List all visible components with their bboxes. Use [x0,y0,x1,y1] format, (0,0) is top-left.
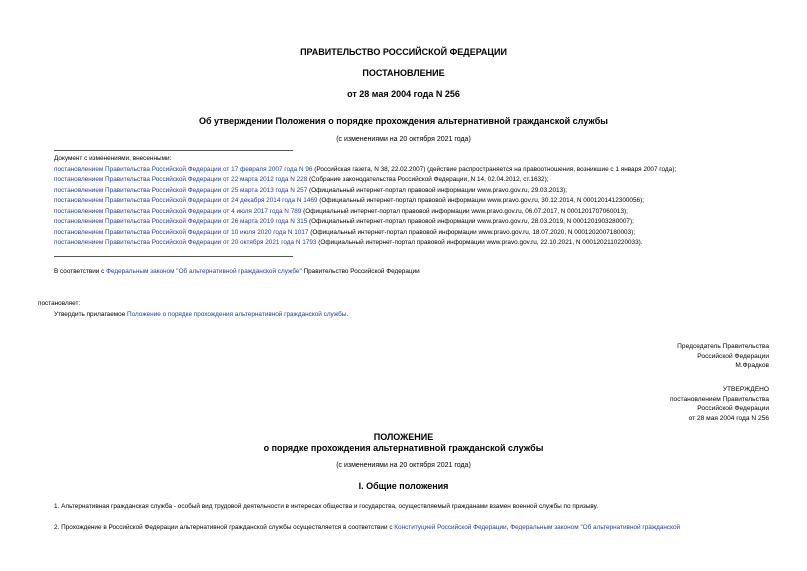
preamble-text-end: Правительство Российской Федерации [301,268,420,275]
approved-org: Российской Федерации [697,405,769,413]
document-type: ПОСТАНОВЛЕНИЕ [362,68,445,78]
amendments-intro: Документ с изменениями, внесенными: [54,155,172,162]
preamble-text: В соответствии с [54,268,107,275]
divider-bottom [54,256,293,257]
approved-block [670,385,769,423]
approved-by: постановлением Правительства [669,395,769,403]
amendment-link[interactable]: постановлением Правительства Российской Федерации от 22 марта 2012 года N 228 [54,176,308,183]
amendment-link[interactable]: постановлением Правительства Российской Федерации от 17 февраля 2007 года N 96 [54,165,313,173]
amendment-link[interactable]: постановлением Правительства Российской Федерации от 26 марта 2019 года N 315 [54,218,308,225]
amendment-item [54,176,549,183]
approved-label: УТВЕРЖДЕНО [722,386,769,393]
regulation-title: ПОЛОЖЕНИЕ [373,432,434,442]
regulation-subtitle: о порядке прохождения альтернативной гражданской службы [263,443,544,453]
government-heading: ПРАВИТЕЛЬСТВО РОССИЙСКОЙ ФЕДЕРАЦИИ [300,47,507,57]
document-title: Об утверждении Положения о порядке прохождения альтернативной гражданской службы [199,116,608,126]
approved-date: от 28 мая 2004 года N 256 [688,414,769,422]
preamble [54,268,420,275]
amendment-source: (Официальный интернет-портал правовой информации www.pravo.gov.ru, 22.10.2021, N 0001202110220033). [316,239,643,246]
paragraph-2 [54,524,770,531]
amendment-source: (Официальный интернет-портал правовой информации www.pravo.gov.ru, 28.03.2019, N 0001201903280007); [307,218,634,225]
amendment-item [54,218,634,225]
amendment-link[interactable]: постановлением Правительства Российской Федерации от 10 июля 2020 года N 1017 [54,228,309,236]
amendment-source: (Собрание законодательства Российской Федерации, N 14, 02.04.2012, ст.1632); [307,176,549,183]
federal-law-link-2[interactable]: Федеральным законом "Об альтернативной гражданской [510,524,681,531]
paragraph-2-separator: , [506,524,511,531]
amendment-item [54,187,567,194]
amendment-item [54,229,635,236]
amendment-item [54,197,644,204]
amendment-item [54,239,643,246]
approve-text-end: . [346,311,349,318]
amendment-source: (Официальный интернет-портал правовой информации www.pravo.gov.ru, 29.03.2013); [307,186,568,194]
approve-paragraph [54,311,348,318]
revision-note: (с изменениями на 20 октября 2021 года) [336,136,471,143]
divider-top [54,150,293,151]
approve-text: Утвердить прилагаемое [54,311,128,318]
section-heading: I. Общие положения [358,481,449,491]
amendment-source: (Официальный интернет-портал правовой информации www.pravo.gov.ru, 06.07.2017, N 0001201707060013); [301,207,628,215]
signature-name: М.Фрадков [735,362,769,370]
amendment-item [54,208,628,215]
amendment-link[interactable]: постановлением Правительства Российской Федерации от 24 декабря 2014 года N 1469 [54,197,318,204]
amendment-link[interactable]: постановлением Правительства Российской Федерации от 25 марта 2013 года N 257 [54,186,308,194]
amendment-source: (Официальный интернет-портал правовой информации www.pravo.gov.ru, 30.12.2014, N 0001201412300056); [317,197,645,204]
federal-law-link[interactable]: Федеральным законом "Об альтернативной гражданской службе" [106,268,302,275]
signature-block [677,342,769,371]
regulation-link[interactable]: Положение о порядке прохождения альтернативной гражданской службы [127,311,347,318]
paragraph-1: 1. Альтернативная гражданская служба - особый вид трудовой деятельности в интересах общества и государства, осуществляемый гражданами взамен военной службы по призыву. [54,503,599,510]
amendment-source: (Российская газета, N 38, 22.02.2007) (действие распространяется на правоотношения, возникшие с 1 января 2007 года); [312,165,677,173]
signature-org: Российской Федерации [697,352,769,360]
signature-position: Председатель Правительства [677,343,769,350]
constitution-link[interactable]: Конституцией Российской Федерации [394,524,507,531]
regulation-revision: (с изменениями на 20 октября 2021 года) [336,462,471,469]
document-date: от 28 мая 2004 года N 256 [347,89,460,99]
amendment-link[interactable]: постановлением Правительства Российской Федерации от 4 июля 2017 года N 789 [54,207,302,215]
resolves-text: постановляет: [38,300,81,307]
amendment-link[interactable]: постановлением Правительства Российской Федерации от 20 октября 2021 года N 1793 [54,239,317,246]
paragraph-2-text: 2. Прохождение в Российской Федерации альтернативной гражданской службы осуществляется в соответствии с [54,524,395,531]
amendment-source: (Официальный интернет-портал правовой информации www.pravo.gov.ru, 18.07.2020, N 0001202007180003); [308,228,636,236]
amendment-item [54,166,676,173]
